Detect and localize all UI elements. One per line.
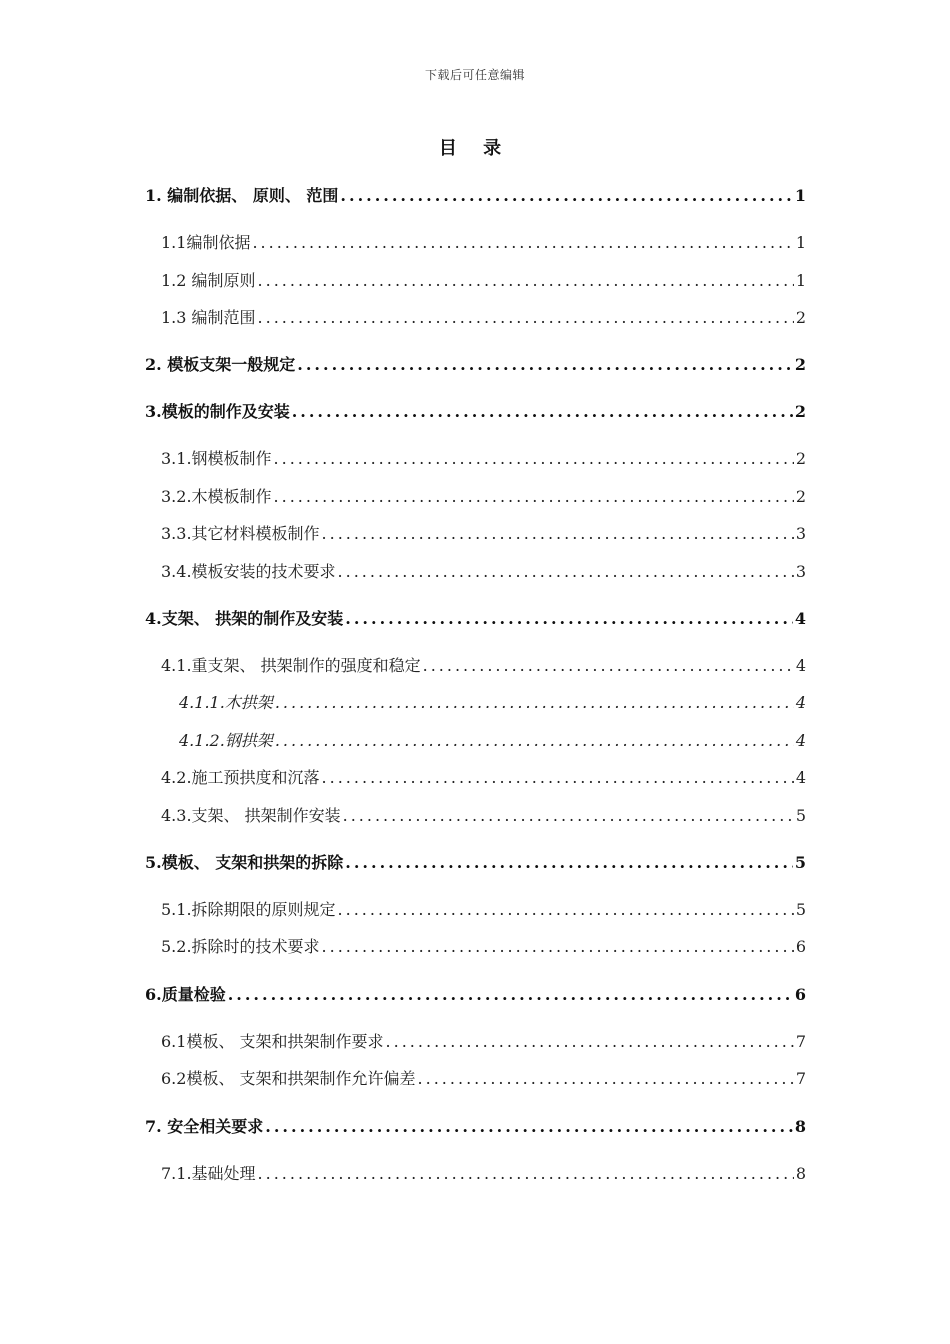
toc-entry-label: 7. 安全相关要求 [145, 1117, 264, 1136]
toc-leader-dots [386, 1032, 794, 1051]
toc-leader-dots [274, 487, 794, 506]
toc-leader-dots [418, 1069, 794, 1088]
toc-entry-label: 1. 编制依据、 原则、 范围 [145, 186, 339, 205]
toc-entry[interactable] [0, 982, 950, 1005]
toc-entry-label: 4.1.重支架、 拱架制作的强度和稳定 [161, 656, 421, 675]
toc-entry-page-number: 4 [795, 768, 806, 787]
toc-leader-dots [275, 731, 794, 750]
toc-entry-page-number: 5 [795, 900, 806, 919]
toc-entry-label: 4.2.施工预拱度和沉落 [161, 768, 320, 787]
toc-entry-label: 4.支架、 拱架的制作及安装 [145, 609, 344, 628]
toc-entry[interactable] [0, 653, 950, 676]
toc-entry[interactable] [0, 446, 950, 469]
toc-entry-page-number: 7 [795, 1032, 806, 1051]
toc-entry[interactable] [0, 268, 950, 291]
toc-entry[interactable] [0, 559, 950, 582]
toc-entry[interactable] [0, 1114, 950, 1137]
toc-entry-label: 2. 模板支架一般规定 [145, 355, 296, 374]
toc-leader-dots [345, 853, 793, 872]
toc-entry-page-number: 1 [794, 186, 806, 205]
toc-leader-dots [340, 186, 792, 205]
toc-entry-label: 3.模板的制作及安装 [145, 402, 290, 421]
toc-leader-dots [322, 524, 794, 543]
toc-leader-dots [345, 609, 793, 628]
toc-leader-dots [338, 562, 794, 581]
toc-leader-dots [228, 985, 793, 1004]
toc-entry-label: 3.4.模板安装的技术要求 [161, 562, 336, 581]
toc-entry[interactable] [0, 897, 950, 920]
toc-leader-dots [297, 355, 793, 374]
toc-entry[interactable] [0, 484, 950, 507]
toc-entry-page-number: 4 [794, 609, 806, 628]
toc-entry[interactable] [0, 1066, 950, 1089]
toc-entry-label: 4.1.2.钢拱架 [179, 731, 273, 750]
toc-entry-page-number: 2 [795, 308, 806, 327]
toc-entry-page-number: 7 [795, 1069, 806, 1088]
toc-entry-page-number: 4 [795, 656, 806, 675]
toc-leader-dots [274, 449, 794, 468]
toc-entry-page-number: 5 [794, 853, 806, 872]
toc-entry[interactable] [0, 690, 950, 713]
toc-entry-label: 6.1模板、 支架和拱架制作要求 [161, 1032, 384, 1051]
toc-entry-label: 1.2 编制原则 [161, 271, 256, 290]
toc-leader-dots [423, 656, 794, 675]
toc-leader-dots [343, 806, 794, 825]
toc-leader-dots [275, 693, 794, 712]
toc-entry-label: 1.1编制依据 [161, 233, 251, 252]
toc-entry-page-number: 6 [795, 937, 806, 956]
toc-entry[interactable] [0, 521, 950, 544]
toc-entry-label: 6.质量检验 [145, 985, 226, 1004]
toc-entry[interactable] [0, 934, 950, 957]
toc-entry-page-number: 4 [795, 731, 806, 750]
toc-entry[interactable] [0, 803, 950, 826]
toc-entry[interactable] [0, 183, 950, 206]
toc-title: 目 录 [438, 138, 512, 159]
toc-entry-page-number: 8 [794, 1117, 806, 1136]
toc-leader-dots [252, 233, 793, 252]
toc-entry-label: 3.1.钢模板制作 [161, 449, 272, 468]
toc-entry-label: 3.3.其它材料模板制作 [161, 524, 320, 543]
toc-leader-dots [322, 768, 794, 787]
toc-entry-page-number: 2 [795, 487, 806, 506]
toc-entry-page-number: 4 [795, 693, 806, 712]
toc-entry-label: 3.2.木模板制作 [161, 487, 272, 506]
toc-entry-page-number: 1 [795, 233, 806, 252]
toc-entry-page-number: 2 [794, 355, 806, 374]
toc-leader-dots [258, 1164, 794, 1183]
toc-entry-label: 4.1.1.木拱架 [179, 693, 273, 712]
toc-entry[interactable] [0, 850, 950, 873]
toc-leader-dots [258, 271, 794, 290]
toc-entry[interactable] [0, 399, 950, 422]
toc-entry[interactable] [0, 1029, 950, 1052]
toc-entry[interactable] [0, 765, 950, 788]
toc-entry[interactable] [0, 230, 950, 253]
toc-entry[interactable] [0, 1161, 950, 1184]
toc-leader-dots [292, 402, 793, 421]
toc-entry-label: 5.2.拆除时的技术要求 [161, 937, 320, 956]
toc-entry[interactable] [0, 606, 950, 629]
toc-entry-label: 6.2模板、 支架和拱架制作允许偏差 [161, 1069, 416, 1088]
toc-entry-page-number: 6 [794, 985, 806, 1004]
toc-entry-page-number: 3 [795, 562, 806, 581]
header-note: 下载后可任意编辑 [424, 68, 525, 82]
toc-entry-label: 5.1.拆除期限的原则规定 [161, 900, 336, 919]
toc-leader-dots [322, 937, 794, 956]
toc-entry-page-number: 1 [795, 271, 806, 290]
toc-leader-dots [265, 1117, 793, 1136]
toc-entry-page-number: 2 [795, 449, 806, 468]
toc-entry[interactable] [0, 728, 950, 751]
toc-entry-page-number: 3 [795, 524, 806, 543]
toc-entry[interactable] [0, 352, 950, 375]
toc-entry-label: 4.3.支架、 拱架制作安装 [161, 806, 341, 825]
toc-entry-page-number: 8 [795, 1164, 806, 1183]
toc-entry-label: 7.1.基础处理 [161, 1164, 256, 1183]
toc-leader-dots [258, 308, 794, 327]
toc-entry-label: 1.3 编制范围 [161, 308, 256, 327]
toc-entry-page-number: 2 [794, 402, 806, 421]
toc-entry-label: 5.模板、 支架和拱架的拆除 [145, 853, 344, 872]
toc-entry[interactable] [0, 305, 950, 328]
toc-entry-page-number: 5 [795, 806, 806, 825]
toc-leader-dots [338, 900, 794, 919]
